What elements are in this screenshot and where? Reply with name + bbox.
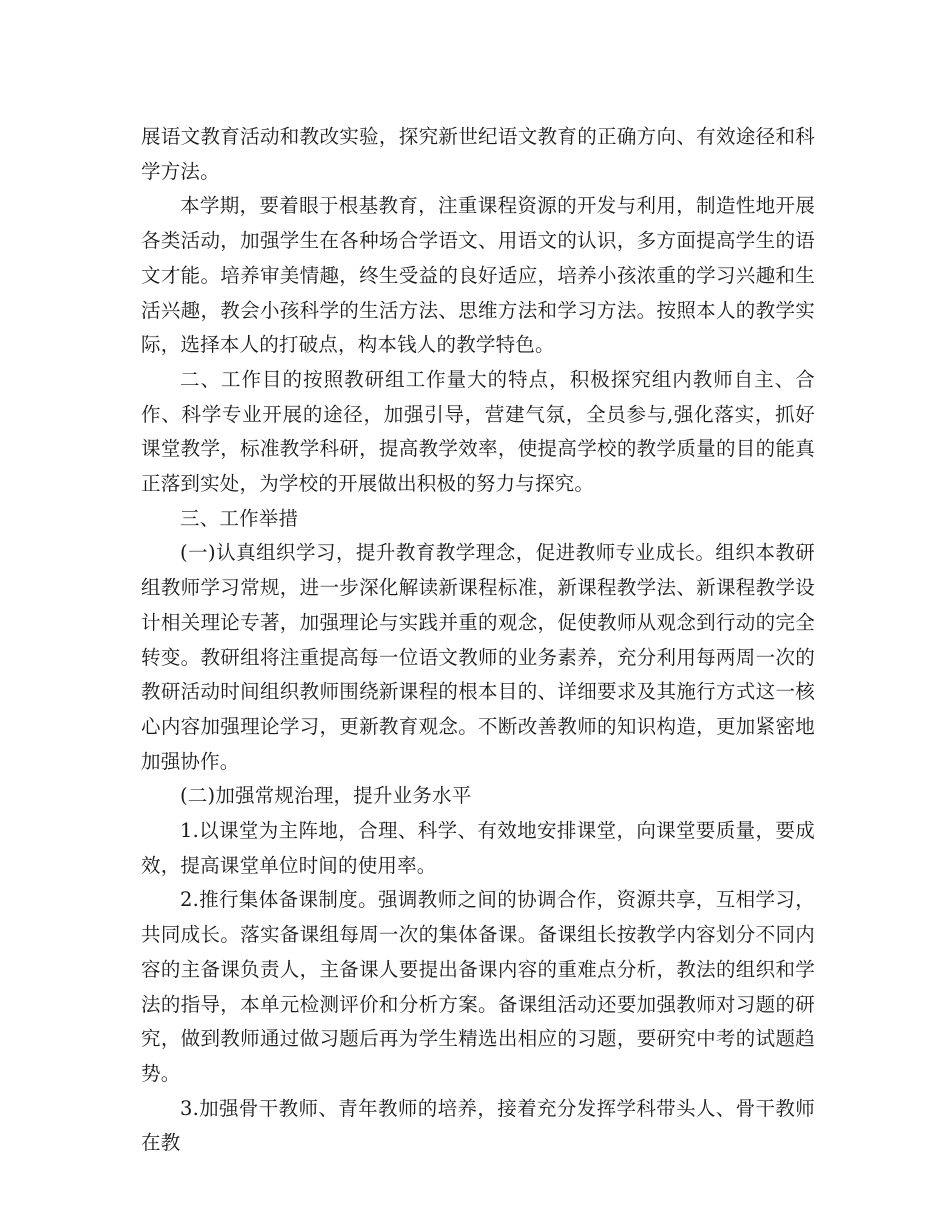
paragraph-work-objectives: 二、工作目的按照教研组工作量大的特点，积极探究组内教师自主、合作、科学专业开展的途径，加强引导，营建气氛，全员参与,强化落实，抓好课堂教学，标准教学科研，提高教学效率，使提高学校的教学质量的目的能真正落到实处，为学校的开展做出积极的努力与探究。 xyxy=(141,367,815,496)
subheading-routine-management: (二)加强常规治理，提升业务水平 xyxy=(180,784,472,808)
paragraph-study-organization: (一)认真组织学习，提升教育教学理念，促进教师专业成长。组织本教研组教师学习常规，进一步深化解读新课程标准，新课程教学法、新课程教学设计相关理论专著，加强理论与实践并重的观念，促使教师从观念到行动的完全转变。教研组将注重提高每一位语文教师的业务素养，充分利用每两周一次的教研活动时间组织教师围绕新课程的根本目的、详细要求及其施行方式这一核心内容加强理论学习，更新教育观念。不断改善教师的知识构造，更加紧密地加强协作。 xyxy=(141,541,815,773)
list-item-teacher-training: 3.加强骨干教师、青年教师的培养，接着充分发挥学科带头人、骨干教师在教 xyxy=(141,1096,815,1155)
paragraph-semester-goals: 本学期，要着眼于根基教育，注重课程资源的开发与利用，制造性地开展各类活动，加强学生在各种场合学语文、用语文的认识，多方面提高学生的语文才能。培养审美情趣，终生受益的良好适应，培养小孩浓重的学习兴趣和生活兴趣，教会小孩科学的生活方法、思维方法和学习方法。按照本人的教学实际，选择本人的打破点，构本钱人的教学特色。 xyxy=(141,194,815,357)
list-item-classroom: 1.以课堂为主阵地，合理、科学、有效地安排课堂，向课堂要质量，要成效，提高课堂单位时间的使用率。 xyxy=(141,819,815,877)
list-item-collective-lesson-prep: 2.推行集体备课制度。强调教师之间的协调合作，资源共享，互相学习，共同成长。落实备课组每周一次的集体备课。备课组长按教学内容划分不同内容的主备课负责人，主备课人要提出备课内容的重难点分析，教法的组织和学法的指导，本单元检测评价和分析方案。备课组活动还要加强教师对习题的研究，做到教师通过做习题后再为学生精选出相应的习题，要研究中考的试题趋势。 xyxy=(141,888,815,1085)
paragraph-continuation: 展语文教育活动和教改实验，探究新世纪语文教育的正确方向、有效途径和科学方法。 xyxy=(141,125,815,183)
document-body xyxy=(141,120,815,1161)
section-heading-measures: 三、工作举措 xyxy=(180,506,299,530)
